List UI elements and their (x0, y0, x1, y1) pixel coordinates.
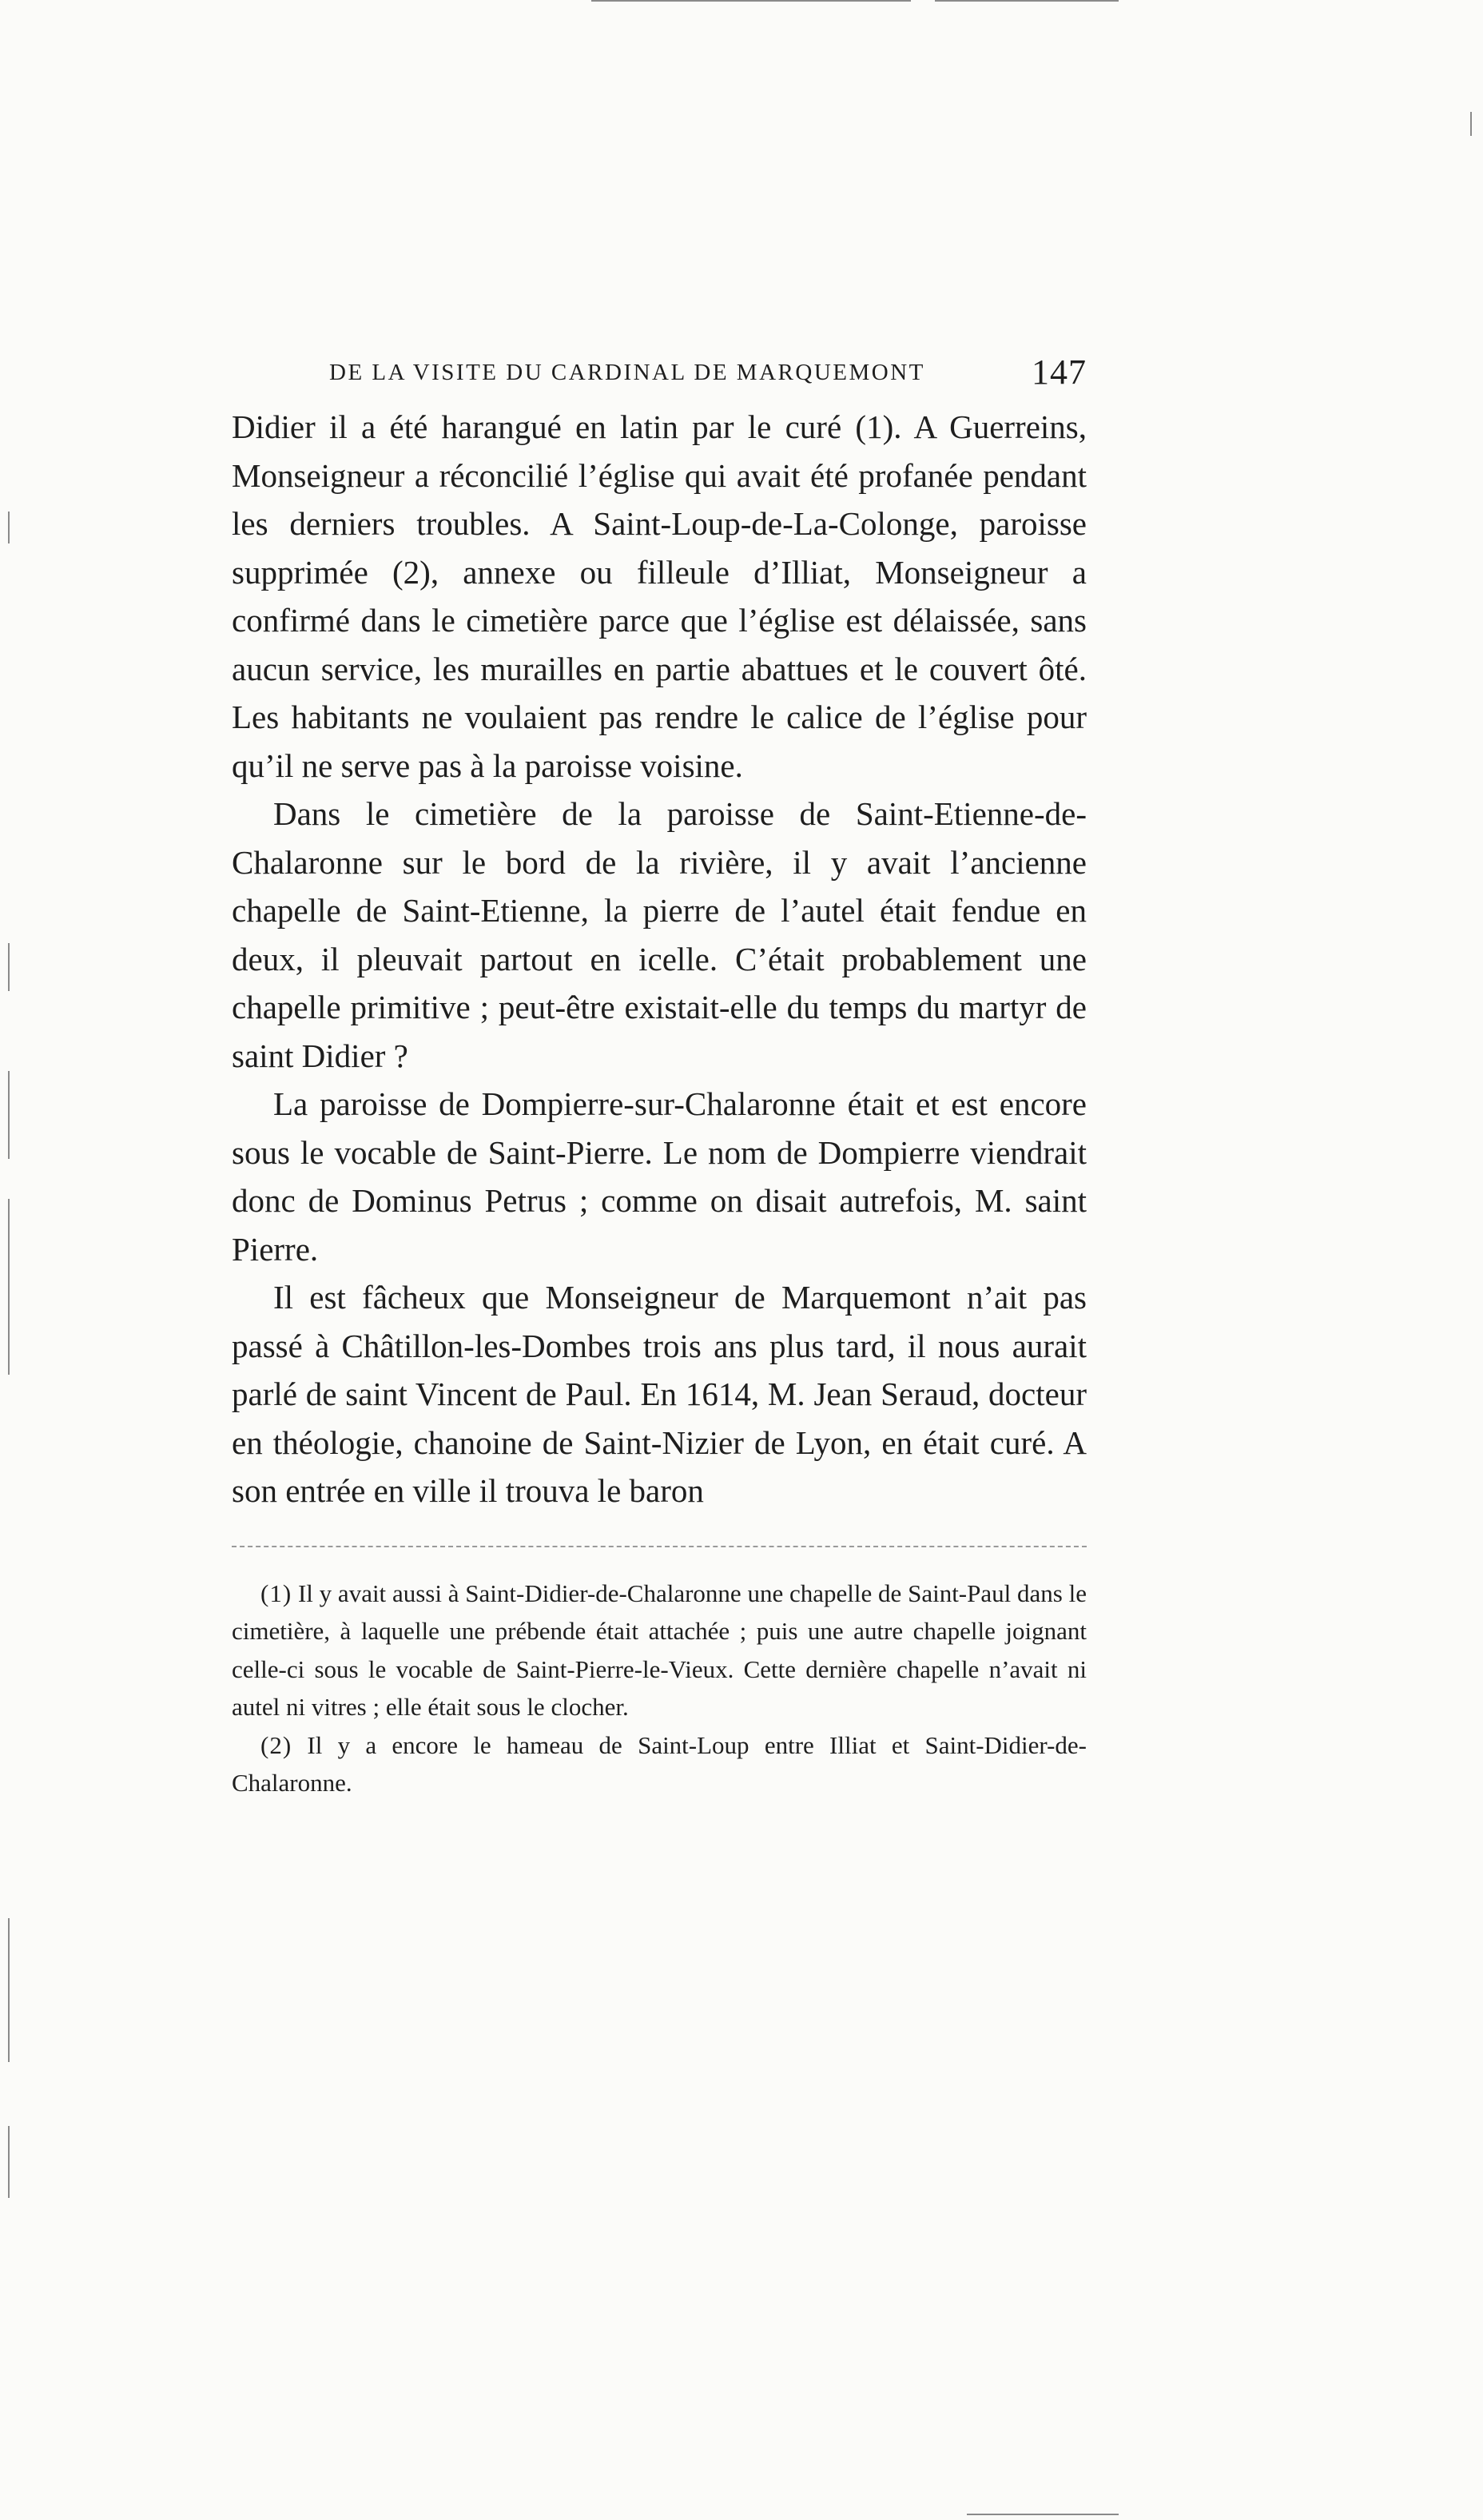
scan-mark (8, 1199, 10, 1375)
book-page (232, 352, 1087, 1802)
paragraph: Il est fâcheux que Monseigneur de Marquemont n’ait pas passé à Châtillon-les-Dombes trois ans plus tard, il nous aurait parlé de saint Vincent de Paul. En 1614, M. Jean Seraud, docteur en théologie, chanoine de Saint-Nizier de Lyon, en était curé. A son entrée en ville il trouva le baron (232, 1279, 1087, 1509)
running-title: DE LA VISITE DU CARDINAL DE MARQUEMONT (329, 360, 925, 385)
footnote-text: Il y avait aussi à Saint-Didier-de-Chalaronne une chapelle de Saint-Paul dans le cimetière, à laquelle une prébende était attachée ; puis une autre chapelle joignant celle-ci sous le vocable de Saint-Pierre-le-Vieux. Cette dernière chapelle n’avait ni autel ni vitres ; elle était sous le clocher. (232, 1578, 1087, 1721)
scan-mark (8, 943, 10, 991)
scan-mark (935, 0, 1119, 2)
scan-mark (8, 512, 10, 543)
paragraph: La paroisse de Dompierre-sur-Chalaronne était et est encore sous le vocable de Saint-Pierre. Le nom de Dompierre viendrait donc de Dominus Petrus ; comme on disait autrefois, M. saint Pierre. (232, 1085, 1087, 1268)
footnote (232, 1726, 1087, 1802)
scan-mark (1470, 112, 1472, 136)
footnote-mark: (1) (260, 1578, 292, 1607)
scan-mark (8, 1071, 10, 1159)
body-text (232, 403, 1087, 1515)
paragraph: Didier il a été harangué en latin par le curé (1). A Guerreins, Monseigneur a réconcilié l’église qui avait été profanée pendant les derniers troubles. A Saint-Loup-de-La-Colonge, paroisse supprimée (2), annexe ou filleule d’Illiat, Monseigneur a confirmé dans le cimetière parce que l’église est délaissée, sans aucun service, les murailles en partie abattues et le couvert ôté. Les habitants ne voulaient pas rendre le calice de l’église pour qu’il ne serve pas à la paroisse voisine. (232, 408, 1087, 784)
footnote (232, 1575, 1087, 1726)
running-head (232, 352, 1087, 400)
footnote-separator (232, 1546, 1087, 1547)
footnote-text: Il y a encore le hameau de Saint-Loup entre Illiat et Saint-Didier-de-Chalaronne. (232, 1730, 1087, 1797)
page-number: 147 (1032, 352, 1087, 392)
paragraph: Dans le cimetière de la paroisse de Saint-Etienne-de-Chalaronne sur le bord de la rivière, il y avait l’ancienne chapelle de Saint-Etienne, la pierre de l’autel était fendue en deux, il pleuvait partout en icelle. C’était probablement une chapelle primitive ; peut-être existait-elle du temps du martyr de saint Didier ? (232, 795, 1087, 1074)
scan-mark (8, 1918, 10, 2062)
scan-mark (8, 2126, 10, 2198)
scan-mark (967, 2514, 1119, 2515)
footnotes (232, 1575, 1087, 1802)
scan-mark (591, 0, 911, 2)
footnote-mark: (2) (260, 1730, 292, 1759)
